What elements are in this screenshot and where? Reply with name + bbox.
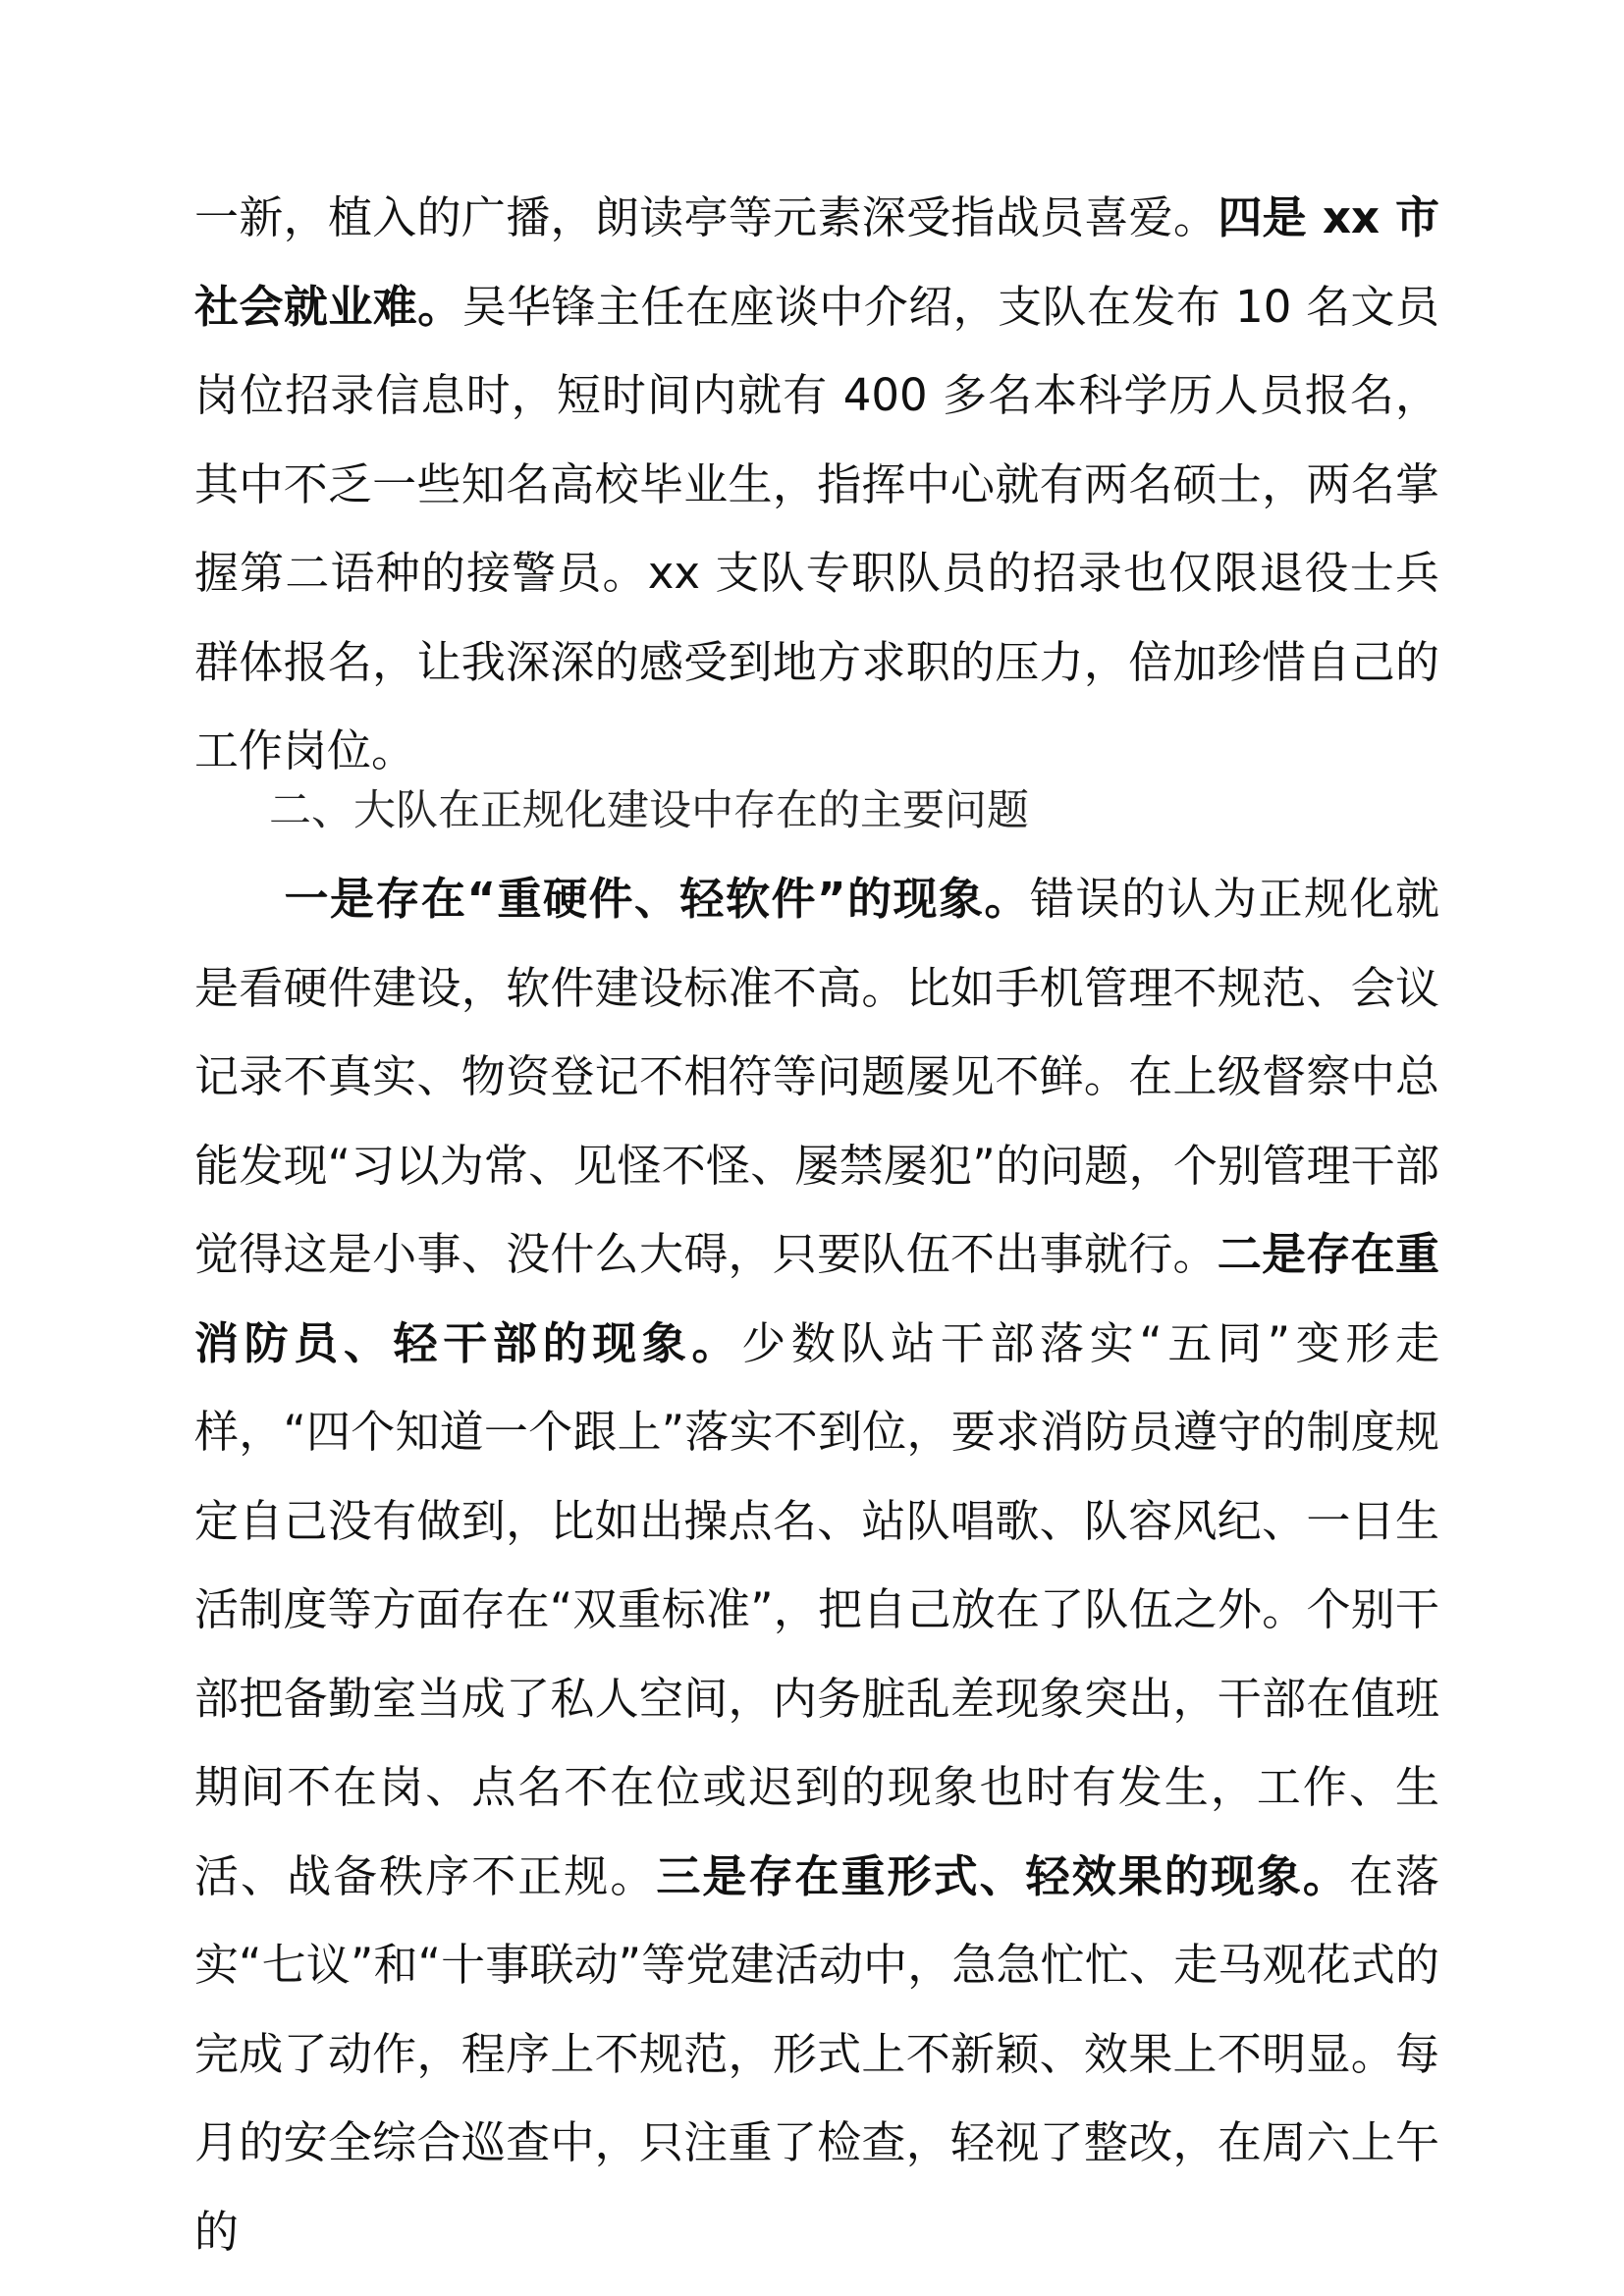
paragraph-text: 吴华锋主任在座谈中介绍，支队在发布 10 名文员岗位招录信息时，短时间内就有 400 多名本科学历人员报名，其中不乏一些知名高校毕业生，指挥中心就有两名硕士，两名掌握第二语种的接警员。xx 支队专职队员的招录也仅限退役士兵群体报名，让我深深的感受到地方求职的压力，倍加珍惜自己的工作岗位。 — [194, 280, 1439, 776]
section-heading: 二、大队在正规化建设中存在的主要问题 — [269, 786, 1029, 835]
problem-one-text: 错误的认为正规化就是看硬件建设，软件建设标准不高。比如手机管理不规范、会议记录不真实、物资登记不相符等问题屡见不鲜。在上级督察中总能发现“习以为常、见怪不怪、屡禁屡犯”的问题，个别管理干部觉得这是小事、没什么大碍，只要队伍不出事就行。 — [194, 873, 1439, 1280]
problem-two-heading: 二是存在重消防员、轻干部的现象。 — [194, 1228, 1439, 1369]
problems-paragraph — [194, 855, 1439, 2276]
problem-three-text: 在落实“七议”和“十事联动”等党建活动中，急急忙忙、走马观花式的完成了动作，程序上不规范，形式上不新颖、效果上不明显。每月的安全综合巡查中，只注重了检查，轻视了整改，在周六上午的 — [194, 1849, 1439, 2258]
problem-two-text: 少数队站干部落实“五同”变形走样，“四个知道一个跟上”落实不到位，要求消防员遵守的制度规定自己没有做到，比如出操点名、站队唱歌、队容风纪、一日生活制度等方面存在“双重标准”，把自己放在了队伍之外。个别干部把备勤室当成了私人空间，内务脏乱差现象突出，干部在值班期间不在岗、点名不在位或迟到的现象也时有发生，工作、生活、战备秩序不正规。 — [194, 1316, 1439, 1902]
continuation-paragraph — [194, 174, 1439, 796]
problem-one-heading: 一是存在“重硬件、轻软件”的现象。 — [283, 873, 1031, 925]
paragraph-text: 一新，植入的广播，朗读亭等元素深受指战员喜爱。 — [194, 191, 1218, 243]
problem-three-heading: 三是存在重形式、轻效果的现象。 — [656, 1849, 1349, 1902]
point-four-heading: 四是 xx 市社会就业难。 — [194, 191, 1439, 333]
